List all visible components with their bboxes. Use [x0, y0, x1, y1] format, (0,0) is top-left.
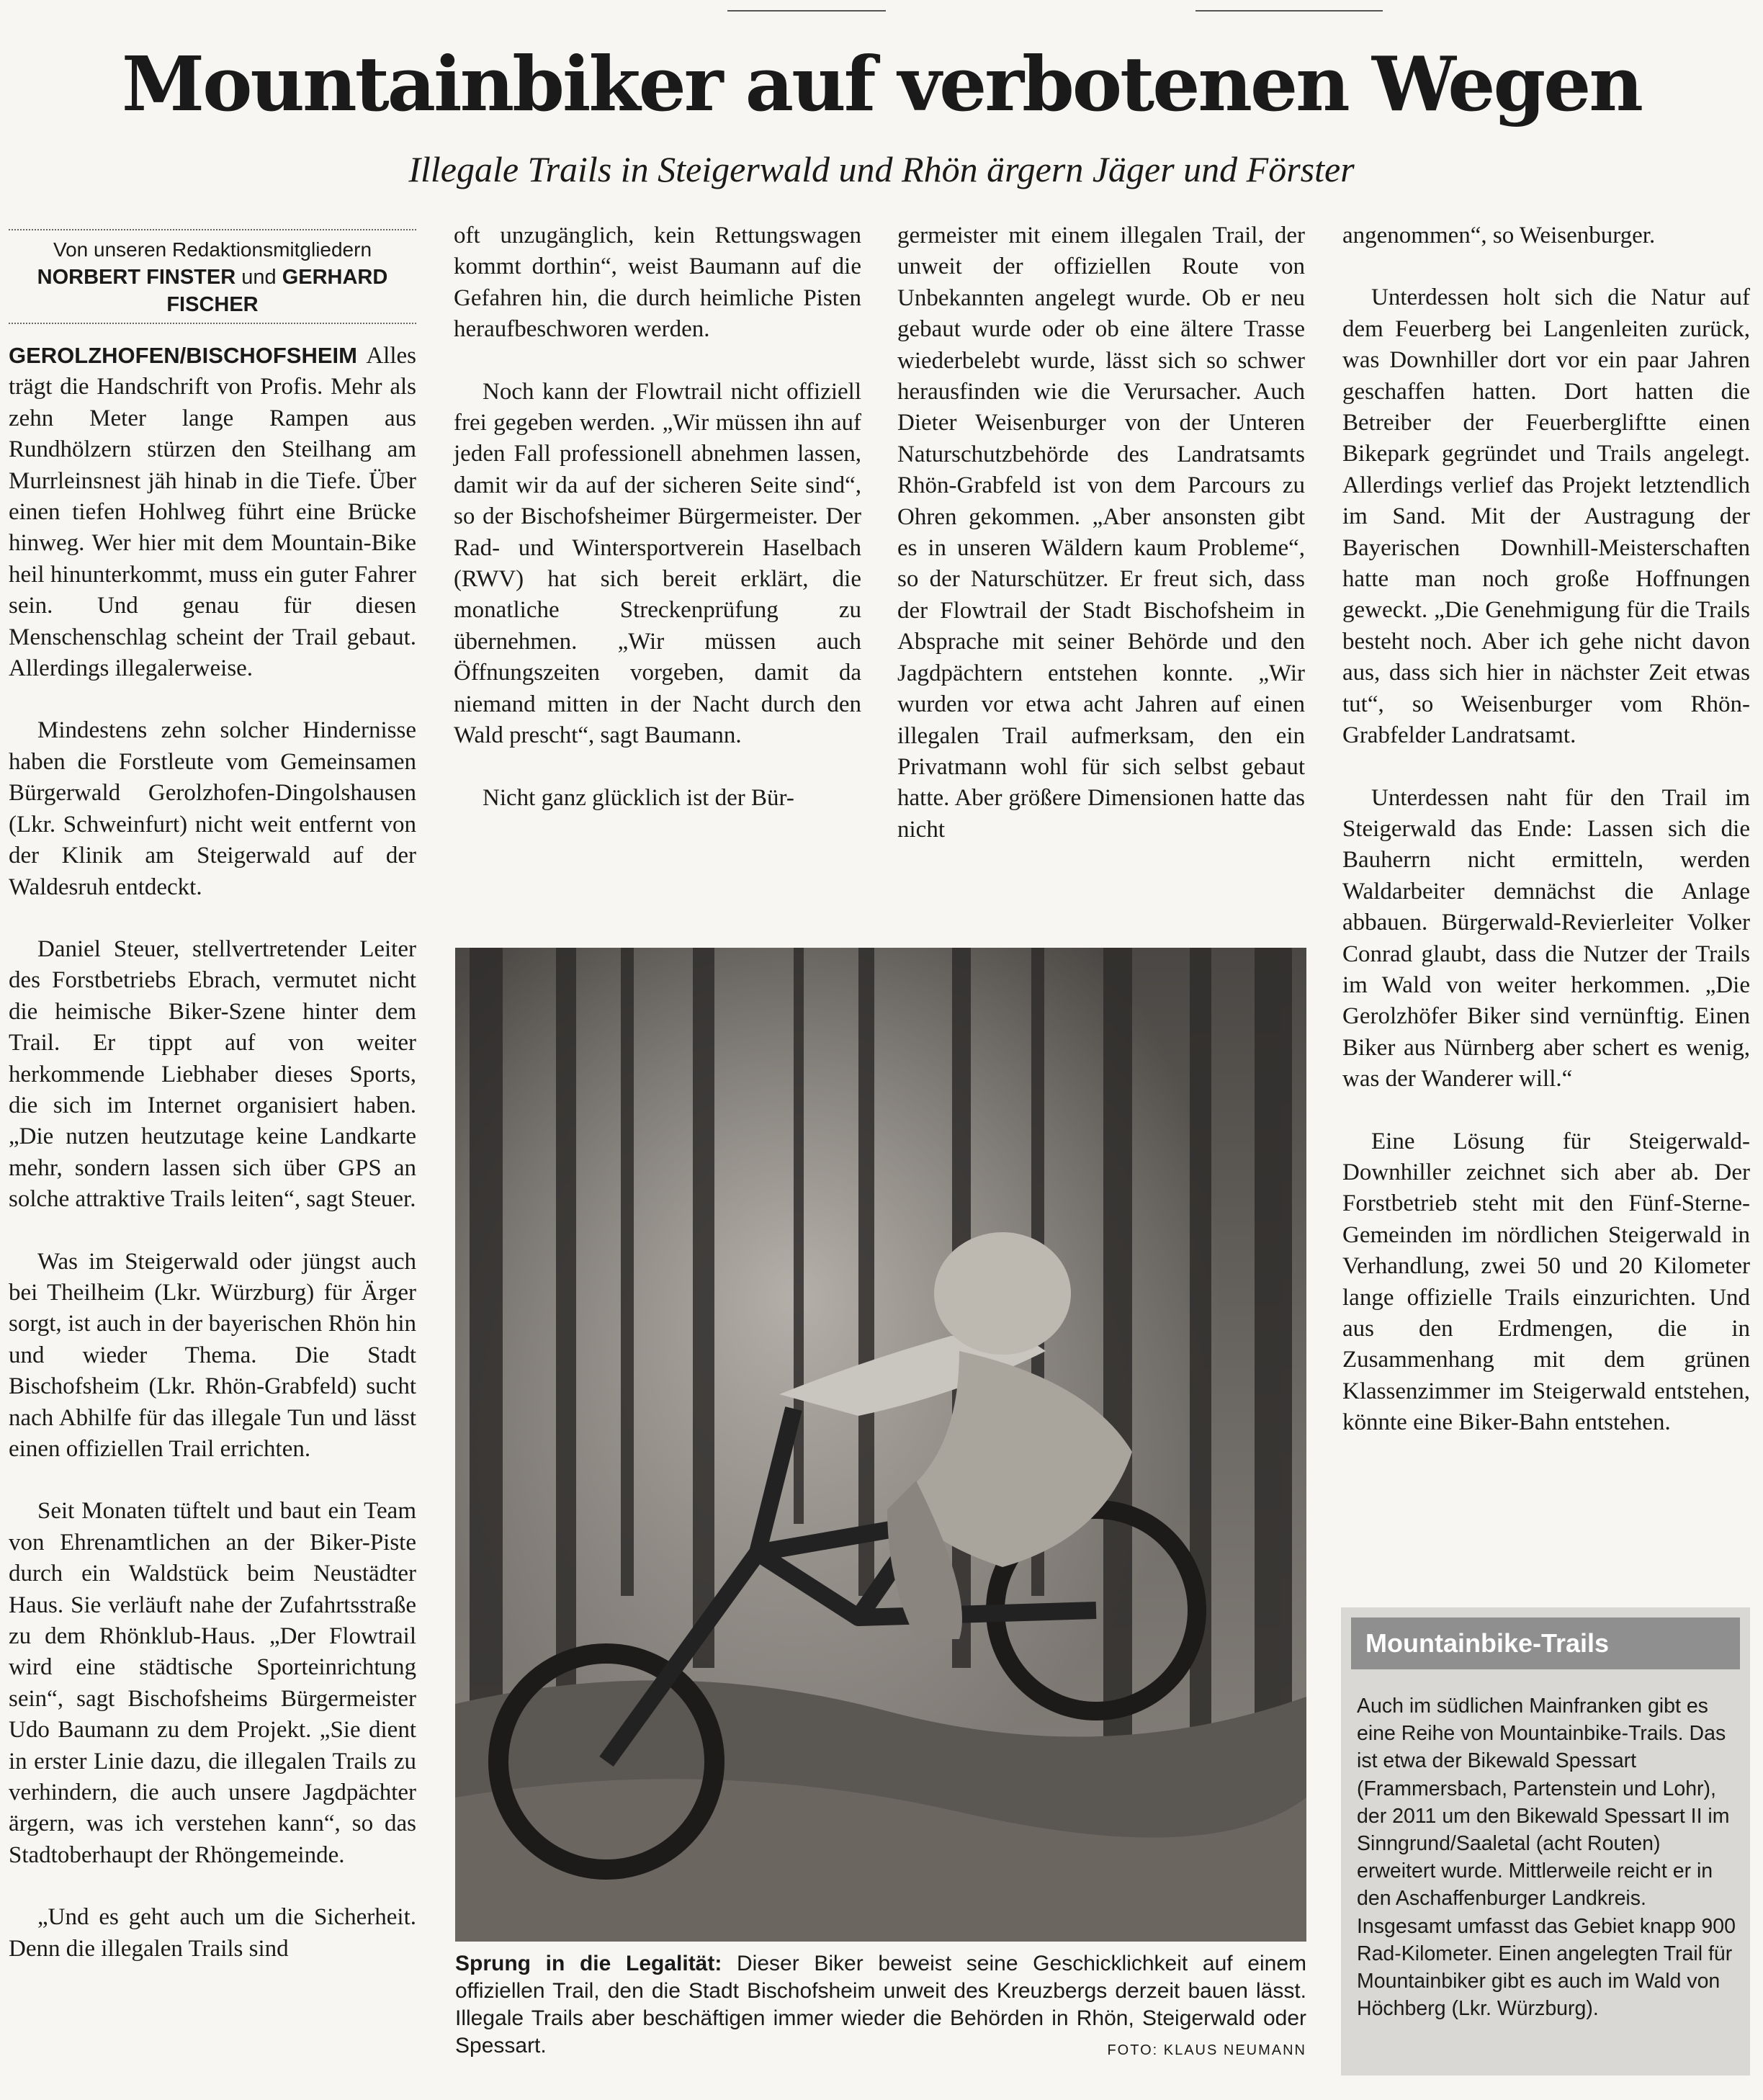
column-4 [1342, 220, 1750, 1439]
caption-lead: Sprung in die Legalität: [455, 1952, 722, 1975]
paragraph: Unterdessen naht für den Trail im Steigerwald das Ende: Lassen sich die Bauherrn nicht ermitteln, werden Waldarbeiter demnächst die Anlage abbauen. Bürgerwald-Revierleiter Volker Conrad glaubt, dass die Nutzer der Trails im Wald von weiter herkommen. „Die Gerolzhöfer Biker sind vernünftig. Einen Biker aus Nürnberg aber schert es wenig, was der Wanderer will.“ [1342, 784, 1750, 1092]
column-2 [454, 220, 861, 814]
photo-credit: FOTO: KLAUS NEUMANN [1107, 2042, 1306, 2058]
paragraph: „Und es geht auch um die Sicherheit. Denn die illegalen Trails sind [9, 1904, 416, 1962]
infobox-title: Mountainbike-Trails [1351, 1617, 1740, 1669]
paragraph: Noch kann der Flowtrail nicht offiziell frei gegeben werden. „Wir müssen ihn auf jeden Fall professionell abnehmen lassen, damit wir da auf der sicheren Seite sind“, so der Bischofsheimer Bürgermeister. Der Rad- und Wintersportverein Haselbach (RWV) hat sich bereit erklärt, die monatliche Streckenprüfung zu übernehmen. „Wir müssen auch Öffnungszeiten vorgeben, damit da niemand mitten in der Nacht durch den Wald prescht“, sagt Baumann. [454, 378, 861, 749]
paragraph: Seit Monaten tüftelt und baut ein Team von Ehrenamtlichen an der Biker-Piste durch ein Waldstück beim Neustädter Haus. Sie verläuft nahe der Zufahrtsstraße zu dem Rhönklub-Haus. „Der Flowtrail wird eine städtische Sporteinrichtung sein“, sagt Bischofsheims Bürgermeister Udo Baumann zu dem Projekt. „Sie dient in erster Linie dazu, die illegalen Trails zu verhindern, die auch unsere Jagdpächter ärgern, was ich verstehen kann“, so das Stadtoberhaupt der Rhöngemeinde. [9, 1498, 416, 1868]
top-rule-left [727, 10, 886, 12]
column-3 [897, 220, 1305, 845]
column-1 [9, 229, 416, 1965]
paragraph-text: Alles trägt die Handschrift von Profis. Mehr als zehn Meter lange Rampen aus Rundhölzern stürzen den Steilhang am Murrleinsnest jäh hinab in die Tiefe. Über einen tiefen Hohlweg führt eine Brücke hinweg. Wer hier mit dem Mountain-Bike heil hinunterkommt, muss ein guter Fahrer sein. Und genau für diesen Menschenschlag scheint der Trail gebaut. Allerdings illegalerweise. [9, 343, 416, 682]
infobox-text: Auch im südlichen Mainfranken gibt es eine Reihe von Mountainbike-Trails. Das ist etwa der Bikewald Spessart (Frammersbach, Partenstein und Lohr), der 2011 um den Bikewald Spessart II im Sinngrund/Saaletal (acht Routen) erweitert wurde. Mittlerweile reicht er in den Aschaffenburger Landkreis. Insgesamt umfasst das Gebiet knapp 900 Rad-Kilometer. Einen angelegten Trail für Mountainbiker gibt es auch im Wald von Höchberg (Lkr. Würzburg). [1357, 1695, 1736, 2021]
author-2: GERHARD FISCHER [166, 266, 388, 316]
paragraph: Eine Lösung für Steigerwald-Downhiller zeichnet sich aber ab. Der Forstbetrieb steht mit den Fünf-Sterne-Gemeinden im nördlichen Steigerwald in Verhandlung, zwei 50 und 20 Kilometer lange offizielle Trails einzurichten. Und aus den Erdmengen, die in Zusammenhang mit dem grünen Klassenzimmer im Steigerwald entstehen, könnte eine Biker-Bahn entstehen. [1342, 1128, 1750, 1436]
paragraph: Was im Steigerwald oder jüngst auch bei Theilheim (Lkr. Würzburg) für Ärger sorgt, ist auch in der bayerischen Rhön hin und wieder Thema. Die Stadt Bischofsheim (Lkr. Rhön-Grabfeld) sucht nach Abhilfe für das illegale Tun und lässt einen offiziellen Trail errichten. [9, 1248, 416, 1462]
paragraph [9, 340, 416, 684]
paragraph: Daniel Steuer, stellvertretender Leiter des Forstbetriebs Ebrach, vermutet nicht die heimische Biker-Szene hinter dem Trail. Er tippt auf von weiter herkommende Liebhaber dieses Sports, die sich im Internet organisiert haben. „Die nutzen heutzutage keine Landkarte mehr, sondern lassen sich über GPS an solche attraktive Trails leiten“, sagt Steuer. [9, 935, 416, 1213]
byline [9, 236, 416, 318]
news-photo [455, 948, 1306, 1942]
byline-rule [9, 229, 416, 230]
paragraph: angenommen“, so Weisenburger. [1342, 223, 1656, 248]
byline-and: und [241, 266, 277, 289]
headline: Mountainbiker auf verbotenen Wegen [122, 40, 1641, 128]
photo-caption [455, 1950, 1306, 2064]
byline-intro: Von unseren Redaktionsmitgliedern [53, 238, 372, 261]
paragraph: Mindestens zehn solcher Hindernisse haben die Forstleute vom Gemeinsamen Bürgerwald Gerolzhofen-Dingolshausen (Lkr. Schweinfurt) nicht weit entfernt von der Klinik am Steigerwald auf der Waldesruh entdeckt. [9, 717, 416, 900]
paragraph: Nicht ganz glücklich ist der Bür- [483, 784, 794, 811]
paragraph: oft unzugänglich, kein Rettungswagen kommt dorthin“, weist Baumann auf die Gefahren hin, die durch heimliche Pisten heraufbeschworen werden. [454, 223, 861, 343]
byline-rule-bottom [9, 323, 416, 324]
paragraph: Unterdessen holt sich die Natur auf dem Feuerberg bei Langenleiten zurück, was Downhiller dort vor ein paar Jahren geschaffen hatten. Dort hatten die Betreiber der Feuerbergliftte einen Bikepark gegründet und Trails angelegt. Allerdings verlief das Projekt letztendlich im Sand. Mit der Austragung der Bayerischen Downhill-Meisterschaften hatte man noch große Hoffnungen geweckt. „Die Genehmigung für die Trails besteht noch. Aber ich gehe nicht davon aus, dass sich hier in nächster Zeit etwas tut“, so Weisenburger vom Rhön-Grabfelder Landratsamt. [1342, 284, 1750, 749]
subheadline: Illegale Trails in Steigerwald und Rhön ärgern Jäger und Förster [408, 149, 1355, 189]
infobox [1341, 1607, 1750, 2076]
byline-authors [9, 264, 416, 318]
mountain-biker-photo [455, 948, 1306, 1942]
dateline: GEROLZHOFEN/BISCHOFSHEIM [9, 343, 357, 368]
author-1: NORBERT FINSTER [37, 266, 236, 289]
top-rule-right [1195, 10, 1383, 12]
caption-text: Dieser Biker beweist seine Geschicklichkeit auf einem offiziellen Trail, den die Stadt Bischofsheim unweit des Kreuzbergs derzeit bauen lässt. Illegale Trails aber beschäftigen immer wieder die Behörden in Rhön, Steigerwald oder Spessart. [455, 1952, 1306, 2058]
paragraph: germeister mit einem illegalen Trail, der unweit der offiziellen Route von Unbekannten angelegt wurde. Ob er neu gebaut wurde oder ob eine ältere Trasse wiederbelebt wurde, lässt sich so schwer herausfinden wie die Verursacher. Auch Dieter Weisenburger von der Unteren Naturschutzbehörde des Landratsamts Rhön-Grabfeld ist von dem Parcours zu Ohren gekommen. „Aber ansonsten gibt es in unseren Wäldern kaum Probleme“, so der Naturschützer. Er freut sich, dass der Flowtrail der Stadt Bischofsheim in Absprache mit seiner Behörde und den Jagdpächtern entstehen konnte. „Wir wurden vor etwa acht Jahren auf einen illegalen Trail aufmerksam, den ein Privatmann wohl für sich selbst gebaut hatte. Aber größere Dimensionen hatte das nicht [897, 223, 1305, 843]
